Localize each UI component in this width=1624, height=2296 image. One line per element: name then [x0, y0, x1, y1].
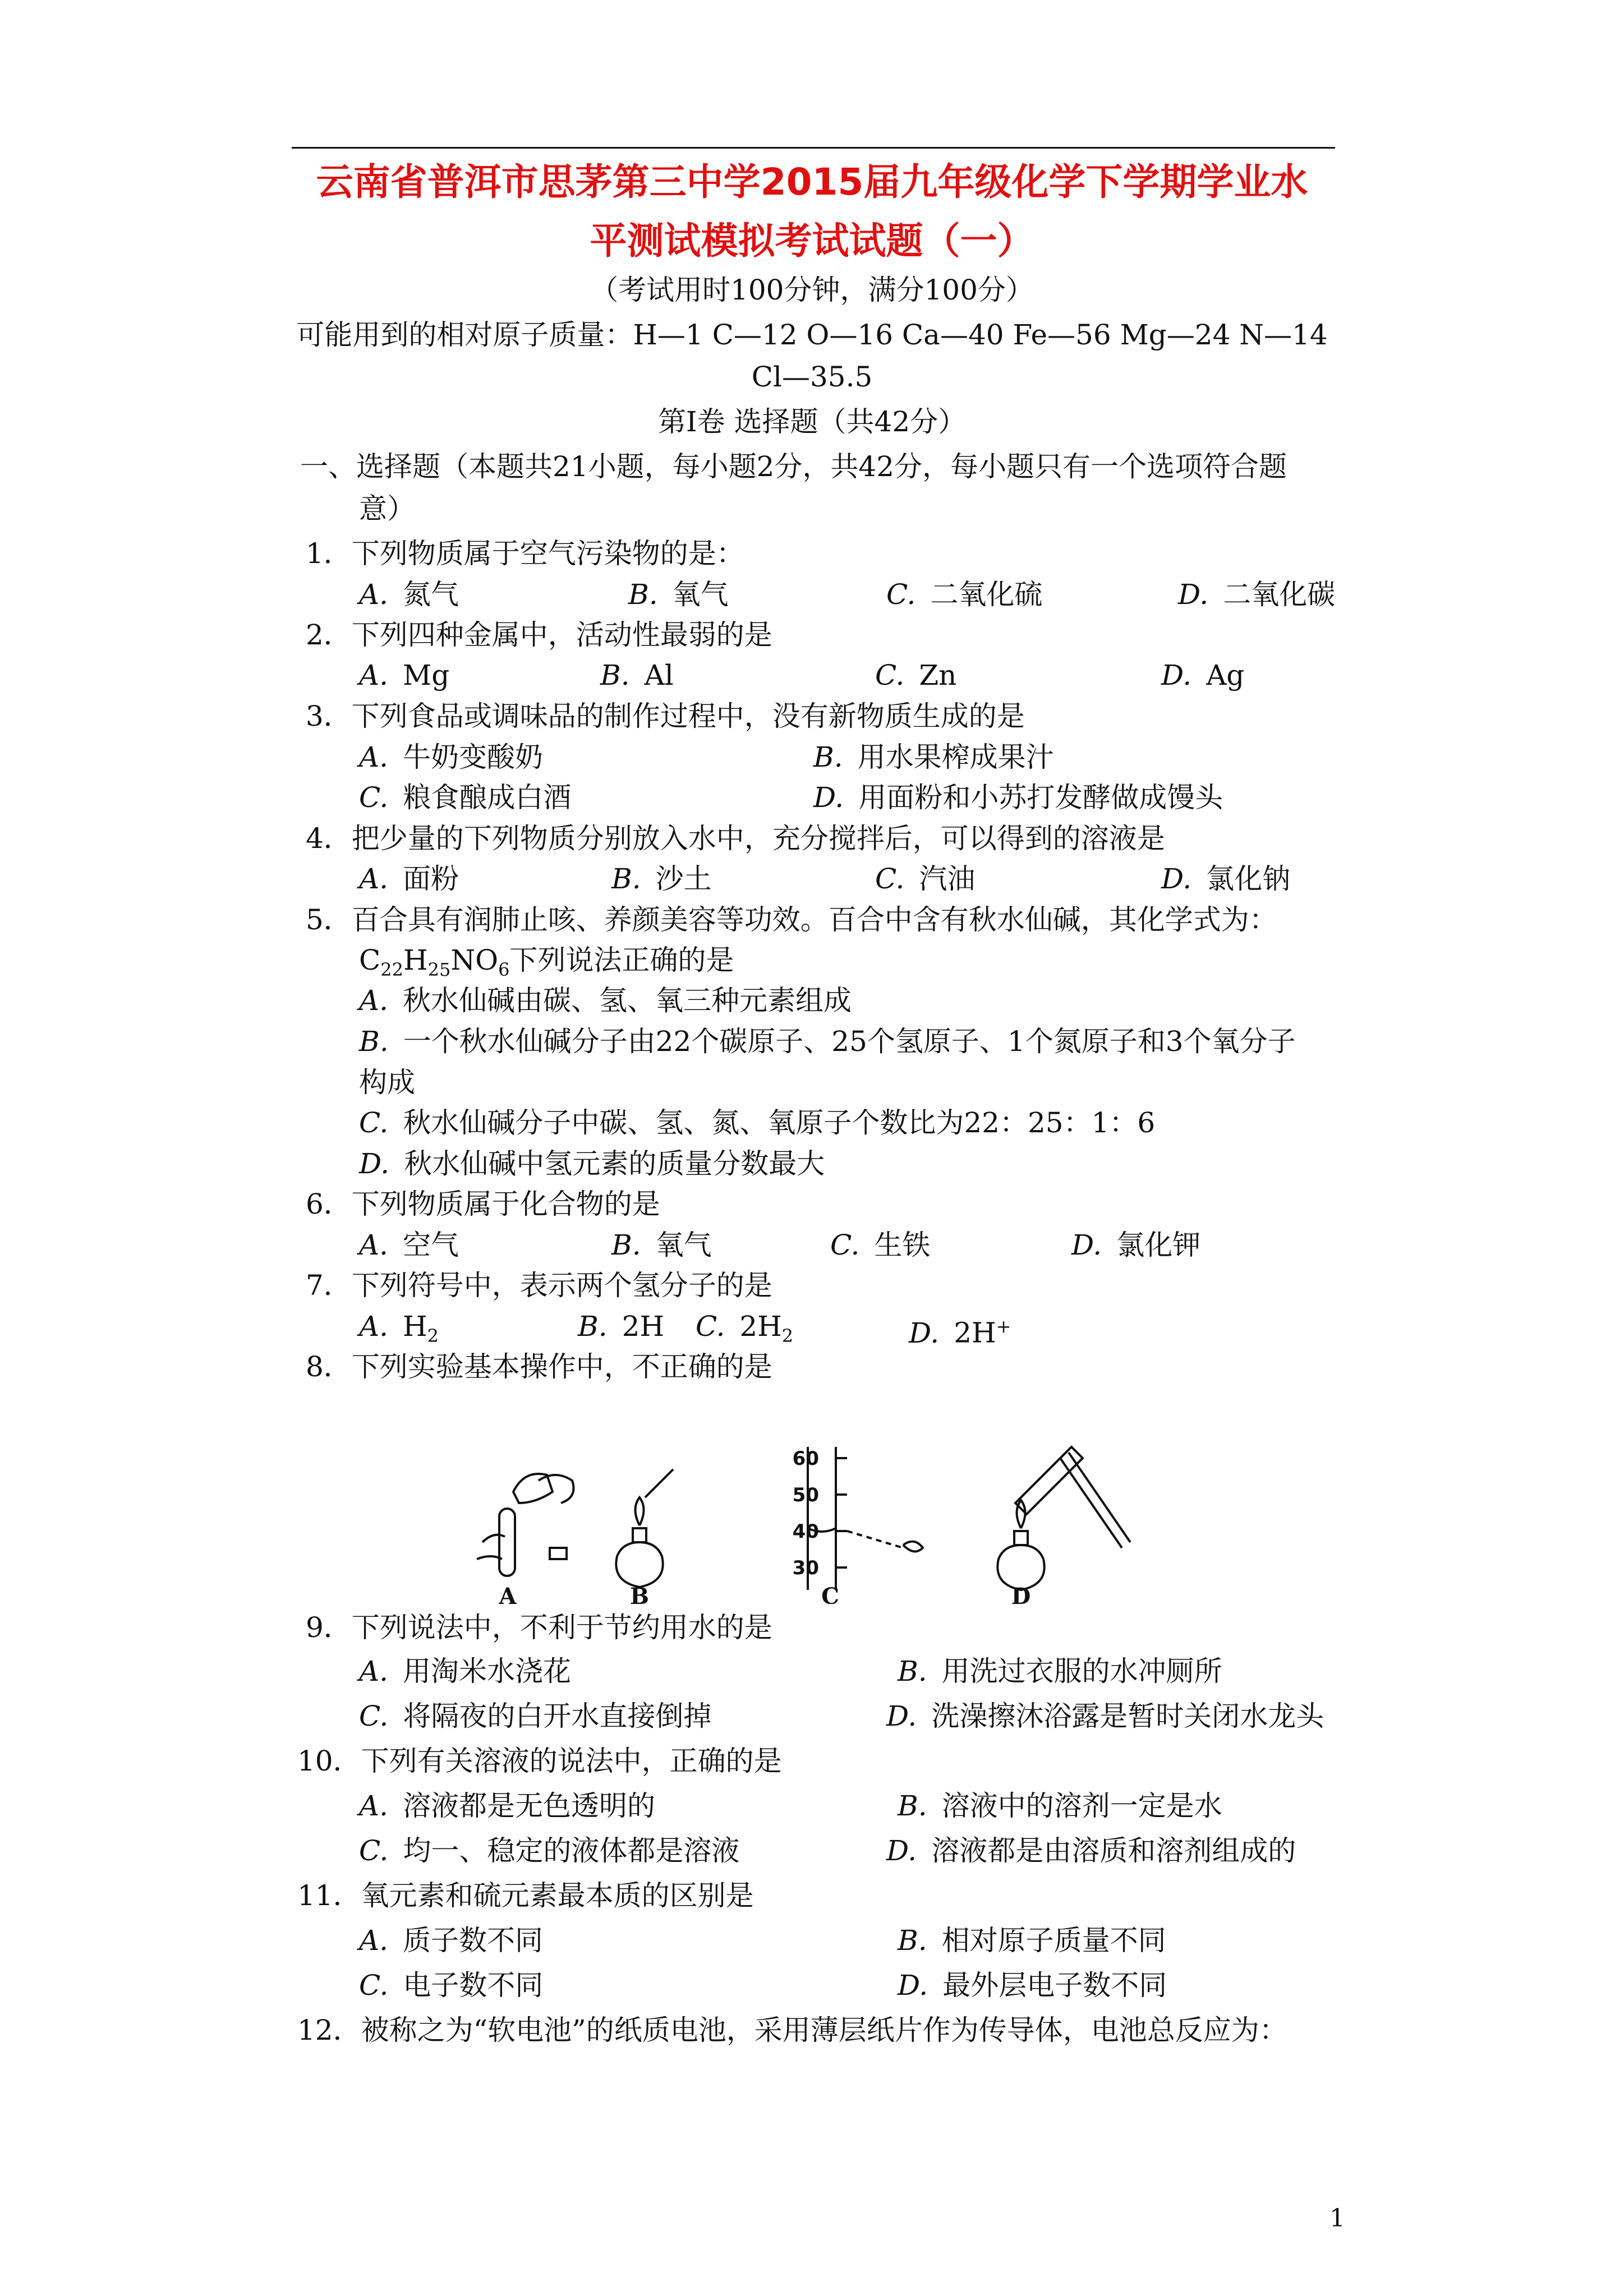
option-d[interactable]: D. 溶液都是由溶质和溶剂组成的	[886, 1834, 1296, 1867]
option-d[interactable]: D. 用面粉和小苏打发酵做成馒头	[813, 781, 1223, 814]
exam-info: （考试用时100分钟，满分100分）	[590, 274, 1034, 306]
part1-title: 第Ⅰ卷 选择题（共42分）	[657, 405, 967, 438]
cylinder-tick: 40	[792, 1520, 819, 1543]
operation-c-illustration	[808, 1447, 923, 1590]
question-stem: 12．被称之为“软电池”的纸质电池，采用薄层纸片作为传导体，电池总反应为：	[297, 2014, 1287, 2046]
chemical-formula: $C_{22}H_{25}NO_6$	[359, 944, 510, 980]
option-a[interactable]: A. 牛奶变酸奶	[359, 741, 544, 773]
option-c[interactable]: C. $2H_2$	[696, 1310, 794, 1347]
option-a[interactable]: A. 空气	[359, 1229, 459, 1261]
option-a[interactable]: A. Mg	[359, 659, 450, 691]
cylinder-tick: 30	[792, 1557, 819, 1579]
option-b[interactable]: B. 溶液中的溶剂一定是水	[898, 1790, 1222, 1822]
option-c[interactable]: C. 秋水仙碱分子中碳、氢、氮、氧原子个数比为22：25：1：6	[359, 1106, 1156, 1139]
option-b[interactable]: B. 2H	[578, 1310, 665, 1343]
figure-label-c: C	[821, 1583, 839, 1604]
option-d[interactable]: D. 2H+	[909, 1316, 1011, 1349]
option-b[interactable]: B. 沙土	[611, 863, 712, 895]
option-b[interactable]: B. 氧气	[628, 578, 729, 611]
option-c[interactable]: C. 均一、稳定的液体都是溶液	[359, 1834, 740, 1867]
operation-a-illustration	[477, 1474, 574, 1576]
operation-b-illustration	[616, 1469, 673, 1587]
option-b[interactable]: B. 一个秋水仙碱分子由22个碳原子、25个氢原子、1个氮原子和3个氧分子	[359, 1025, 1296, 1058]
option-a[interactable]: A. $H_2$	[359, 1310, 439, 1347]
question-stem: 8．下列实验基本操作中，不正确的是	[306, 1350, 772, 1383]
option-c[interactable]: C. 二氧化硫	[886, 578, 1043, 611]
option-a[interactable]: A. 面粉	[359, 863, 459, 895]
document-title-line2: 平测试模拟考试试题（一）	[590, 219, 1034, 262]
question-stem: 3．下列食品或调味品的制作过程中，没有新物质生成的是	[306, 700, 1025, 732]
option-c[interactable]: C. 粮食酿成白酒	[359, 781, 572, 814]
section1-heading-cont: 意）	[359, 492, 415, 525]
option-d[interactable]: D. 二氧化碳	[1178, 578, 1336, 611]
option-b[interactable]: B. 用洗过衣服的水冲厕所	[898, 1655, 1222, 1688]
figure-label-d: D	[1011, 1583, 1031, 1604]
option-b[interactable]: B. 相对原子质量不同	[898, 1924, 1166, 1957]
option-c[interactable]: C. 汽油	[875, 863, 976, 895]
option-c[interactable]: C. 电子数不同	[359, 1969, 544, 2002]
question-stem: 11．氧元素和硫元素最本质的区别是	[297, 1879, 754, 1912]
option-b[interactable]: B. 用水果榨成果汁	[813, 741, 1054, 773]
atomic-mass-line2: Cl—35.5	[751, 361, 873, 393]
figure-label-b: B	[630, 1583, 649, 1604]
question-stem: 10．下列有关溶液的说法中，正确的是	[297, 1745, 782, 1777]
section1-heading: 一、选择题（本题共21小题，每小题2分，共42分，每小题只有一个选项符合题	[300, 450, 1287, 483]
option-b[interactable]: B. 氧气	[611, 1229, 712, 1261]
figure-label-a: A	[499, 1583, 517, 1604]
option-a[interactable]: A. 秋水仙碱由碳、氢、氧三种元素组成	[359, 984, 852, 1017]
question-stem-cont: $C_{22}H_{25}NO_6$下列说法正确的是	[359, 944, 734, 980]
question-stem: 5．百合具有润肺止咳、养颜美容等功效。百合中含有秋水仙碱，其化学式为：	[306, 903, 1277, 936]
option-a[interactable]: A. 溶液都是无色透明的	[359, 1790, 656, 1822]
question-stem: 7．下列符号中，表示两个氢分子的是	[306, 1269, 772, 1302]
option-b-cont: 构成	[359, 1066, 415, 1099]
document-title-line1: 云南省普洱市思茅第三中学2015届九年级化学下学期学业水	[316, 160, 1308, 204]
atomic-mass-line1: 可能用到的相对原子质量：H—1 C—12 O—16 Ca—40 Fe—56 Mg—24 N—14	[296, 319, 1328, 351]
option-c[interactable]: C. 生铁	[830, 1229, 931, 1261]
cylinder-tick: 50	[792, 1484, 819, 1506]
question-stem: 2．下列四种金属中，活动性最弱的是	[306, 619, 772, 651]
question-stem: 6．下列物质属于化合物的是	[306, 1188, 660, 1220]
operation-d-illustration	[997, 1447, 1130, 1590]
option-d[interactable]: D. 最外层电子数不同	[898, 1969, 1167, 2002]
question-stem: 4．把少量的下列物质分别放入水中，充分搅拌后，可以得到的溶液是	[306, 822, 1165, 855]
option-a[interactable]: A. 氮气	[359, 578, 459, 611]
question-stem: 9．下列说法中，不利于节约用水的是	[306, 1611, 772, 1644]
page-number: 1	[1329, 2204, 1345, 2233]
cylinder-tick: 60	[792, 1447, 819, 1470]
option-a[interactable]: A. 质子数不同	[359, 1924, 544, 1957]
option-d[interactable]: D. 氯化钾	[1071, 1229, 1201, 1261]
header-rule	[292, 147, 1335, 149]
option-c[interactable]: C. 将隔夜的白开水直接倒掉	[359, 1700, 712, 1732]
option-a[interactable]: A. 用淘米水浇花	[359, 1655, 572, 1688]
lab-operations-figure	[460, 1436, 1189, 1604]
option-c[interactable]: C. Zn	[875, 659, 957, 691]
option-d[interactable]: D. 秋水仙碱中氢元素的质量分数最大	[359, 1147, 825, 1180]
question-stem: 1．下列物质属于空气污染物的是：	[306, 537, 744, 570]
option-d[interactable]: D. 氯化钠	[1161, 863, 1291, 895]
option-b[interactable]: B. Al	[600, 659, 674, 691]
option-d[interactable]: D. 洗澡擦沐浴露是暂时关闭水龙头	[886, 1700, 1324, 1732]
option-d[interactable]: D. Ag	[1161, 659, 1245, 691]
